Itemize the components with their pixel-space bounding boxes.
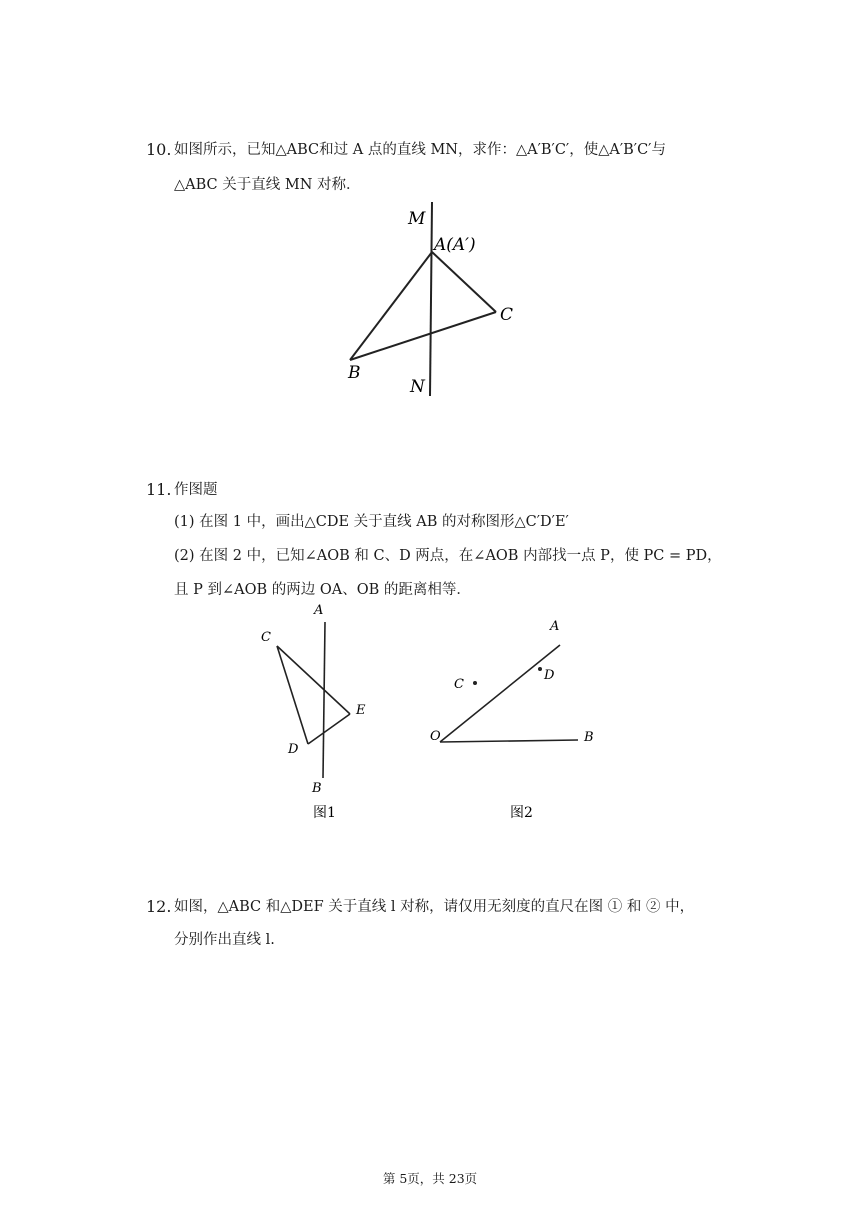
label-d: D — [544, 668, 555, 683]
label-b: B — [312, 781, 322, 796]
ray-ob — [440, 740, 578, 742]
question-10-number: 10. — [146, 140, 172, 159]
label-c: C — [261, 630, 271, 645]
label-b: B — [584, 730, 594, 745]
label-d: D — [288, 742, 299, 757]
label-a: A — [314, 603, 324, 618]
label-m: M — [408, 209, 426, 229]
question-11-text-line-2: (1) 在图 1 中，画出△CDE 关于直线 AB 的对称图形△C′D′E′ — [174, 514, 569, 530]
question-12-number: 12. — [146, 897, 172, 916]
segment-ab — [350, 252, 432, 360]
point-c — [473, 681, 477, 685]
question-11-figure-2 — [420, 610, 610, 825]
figure-1-caption: 图1 — [313, 805, 336, 821]
question-11-text-line-1: 作图题 — [174, 482, 218, 498]
label-o: O — [430, 729, 441, 744]
label-c: C — [454, 677, 464, 692]
question-10-figure — [330, 200, 530, 405]
label-e: E — [356, 703, 366, 718]
segment-bc — [350, 312, 496, 360]
question-10-text-line-1: 如图所示，已知△ABC和过 A 点的直线 MN，求作：△A′B′C′，使△A′B′C′与 — [174, 142, 666, 158]
page-footer: 第 5页，共 23页 — [382, 1171, 478, 1186]
figure-2-caption: 图2 — [510, 805, 533, 821]
label-a: A — [550, 619, 560, 634]
question-11-figure-1 — [250, 600, 380, 825]
point-d — [538, 667, 542, 671]
question-11-text-line-3: (2) 在图 2 中，已知∠AOB 和 C、D 两点，在∠AOB 内部找一点 P，使 PC = PD， — [174, 548, 722, 564]
question-11-number: 11. — [146, 480, 172, 499]
segment-ac — [432, 252, 496, 312]
question-12-text-line-1: 如图，△ABC 和△DEF 关于直线 l 对称，请仅用无刻度的直尺在图 ① 和 ② 中， — [174, 899, 695, 915]
segment-de — [308, 714, 350, 744]
label-n: N — [410, 377, 425, 397]
label-a: A(A′) — [434, 235, 476, 255]
question-11-text-line-4: 且 P 到∠AOB 的两边 OA、OB 的距离相等． — [174, 582, 471, 598]
question-10-text-line-2: △ABC 关于直线 MN 对称． — [174, 177, 361, 193]
label-b: B — [348, 363, 361, 383]
label-c: C — [500, 305, 514, 325]
line-ab — [323, 622, 325, 778]
line-mn — [430, 202, 432, 396]
ray-oa — [440, 645, 560, 742]
question-12-text-line-2: 分别作出直线 l. — [174, 932, 275, 948]
